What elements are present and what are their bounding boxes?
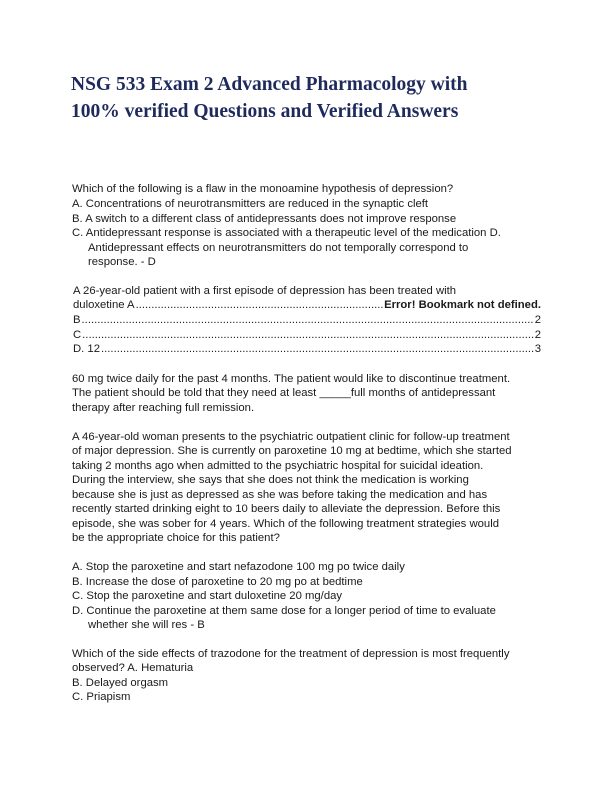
toc-entry[interactable]: [73, 342, 541, 357]
question-text: recently started drinking eight to 10 beers daily to alleviate the depression. Before this: [72, 503, 501, 515]
question-text: episode, she was sober for 4 years. Which of the following treatment strategies would: [72, 518, 499, 530]
question-text: The patient should be told that they need at least _____full months of antidepressant: [72, 387, 496, 399]
toc-leader: [136, 298, 384, 313]
toc-error-text: Error! Bookmark not defined.: [384, 299, 541, 311]
answer-option-continued: Antidepressant effects on neurotransmitters do not temporally correspond to: [88, 242, 469, 254]
toc-leader: [82, 313, 534, 328]
question-text: A 46-year-old woman presents to the psychiatric outpatient clinic for follow-up treatment: [72, 431, 510, 443]
answer-option: B. Increase the dose of paroxetine to 20 mg po at bedtime: [72, 576, 363, 588]
question-text: therapy after reaching full remission.: [72, 402, 255, 414]
document-title: [71, 71, 541, 125]
title-line-1: NSG 533 Exam 2 Advanced Pharmacology with: [71, 74, 468, 95]
title-line-2: 100% verified Questions and Verified Answers: [71, 101, 459, 122]
answer-option: D. Continue the paroxetine at them same dose for a longer period of time to evaluate: [72, 605, 496, 617]
question-stem: Which of the following is a flaw in the monoamine hypothesis of depression?: [72, 183, 454, 195]
question-text: because she is just as depressed as she was before taking the medication and has: [72, 489, 488, 501]
answer-option: C. Priapism: [72, 691, 131, 703]
toc-page-number: 2: [534, 329, 541, 341]
answer-key: whether she will res - B: [88, 619, 205, 631]
toc-leader: [101, 342, 534, 357]
answer-key: response. - D: [88, 256, 156, 268]
answer-option: C. Stop the paroxetine and start duloxetine 20 mg/day: [72, 590, 343, 602]
question-text: be the appropriate choice for this patient?: [72, 532, 280, 544]
answer-option: C. Antidepressant response is associated with a therapeutic level of the medication D.: [72, 227, 501, 239]
toc-label: D. 12: [73, 343, 101, 355]
answer-option: A. Concentrations of neurotransmitters are reduced in the synaptic cleft: [72, 198, 429, 210]
toc-label: C: [73, 329, 82, 341]
question-stem: observed? A. Hematuria: [72, 662, 194, 674]
toc-label: duloxetine A: [73, 299, 135, 311]
toc-page-number: 3: [534, 343, 541, 355]
question-text: 60 mg twice daily for the past 4 months. The patient would like to discontinue treatment.: [72, 373, 511, 385]
toc-entry[interactable]: [73, 298, 541, 313]
toc-label: B: [73, 314, 81, 326]
toc-entry[interactable]: [73, 313, 541, 328]
question-stem: A 26-year-old patient with a first episode of depression has been treated with: [73, 285, 457, 297]
answer-option: B. Delayed orgasm: [72, 677, 169, 689]
question-text: of major depression. She is currently on paroxetine 10 mg at bedtime, which she started: [72, 445, 512, 457]
question-text: During the interview, she says that she does not think the medication is working: [72, 474, 469, 486]
question-text: taking 2 months ago when admitted to the psychiatric hospital for suicidal ideation.: [72, 460, 484, 472]
toc-leader: [82, 328, 534, 343]
question-stem: Which of the side effects of trazodone for the treatment of depression is most frequently: [72, 648, 510, 660]
toc-page-number: 2: [534, 314, 541, 326]
toc-entry[interactable]: [73, 328, 541, 343]
answer-option: A. Stop the paroxetine and start nefazodone 100 mg po twice daily: [72, 561, 405, 573]
answer-option: B. A switch to a different class of antidepressants does not improve response: [72, 213, 457, 225]
